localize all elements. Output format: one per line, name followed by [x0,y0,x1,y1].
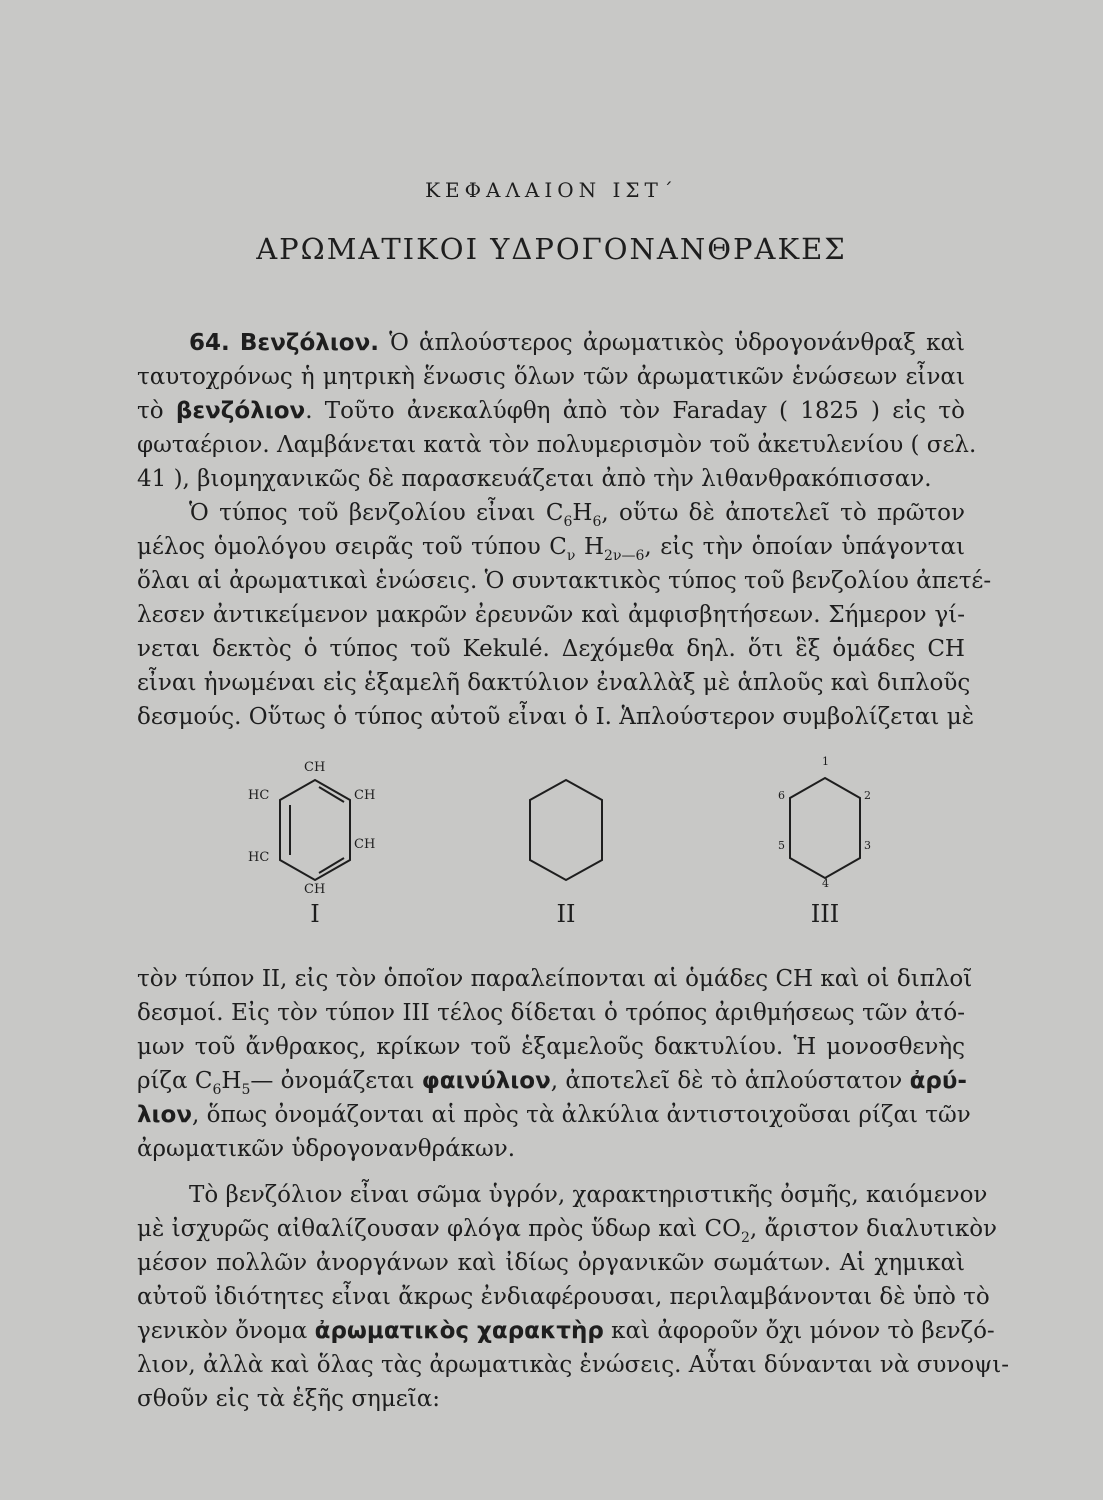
text-line: λιον, ἀλλὰ καὶ ὅλας τὰς ἀρωματικὰς ἑνώσεις. Αὗται δύνανται νὰ συνοψι- [137,1352,1010,1378]
term-aryl: ἀρύ- [909,1068,967,1094]
text-line: 64. Βενζόλιον. Ὁ ἁπλούστερος ἀρωματικὸς ὑδρογονάνθραξ καὶ [189,330,965,356]
term-aryl-end: λιον [137,1102,192,1128]
text-line: μὲ ἰσχυρῶς αἰθαλίζουσαν φλόγα πρὸς ὕδωρ καὶ $CO_2$, ἄριστον διαλυτικὸν [137,1216,998,1246]
text-block-intro [137,326,992,734]
benzene-formula-figures [200,745,920,935]
term-benzene: βενζόλιον [175,398,306,424]
text-line: εἶναι ἡνωμέναι εἰς ἑξαμελῆ δακτύλιον ἐναλλὰξ μὲ ἁπλοῦς καὶ διπλοῦς [137,670,971,696]
text-line: Τὸ βενζόλιον εἶναι σῶμα ὑγρόν, χαρακτηριστικῆς ὀσμῆς, καιόμενον [189,1182,988,1208]
text-line: τὸ βενζόλιον. Τοῦτο ἀνεκαλύφθη ἀπὸ τὸν Faraday ( 1825 ) εἰς τὸ [137,398,965,424]
text-line: νεται δεκτὸς ὁ τύπος τοῦ Kekulé. Δεχόμεθα δηλ. ὅτι ἓξ ὁμάδες CH [137,636,965,662]
text-line: λιον, ὅπως ὀνομάζονται αἱ πρὸς τὰ ἀλκύλια ἀντιστοιχοῦσαι ρίζαι τῶν [137,1102,971,1128]
figure-iii-number-4: 4 [822,877,829,890]
figure-i-label-upper-left: HC [248,788,270,803]
text-line: 41 ), βιομηχανικῶς δὲ παρασκευάζεται ἀπὸ τὴν λιθανθρακόπισσαν. [137,466,932,492]
text-line: μέσον πολλῶν ἀνοργάνων καὶ ἰδίως ὀργανικῶν σωμάτων. Αἱ χημικαὶ [137,1250,965,1276]
text-line: μέλος ὁμολόγου σειρᾶς τοῦ τύπου $C_\nu$ $H_{2\nu—6}$, εἰς τὴν ὁποίαν ὑπάγονται [137,534,965,564]
chapter-label: ΚΕΦΑΛΑΙΟΝ ΙΣΤ΄ [425,178,678,202]
figure-i-label-lower-right: CH [354,837,376,852]
figure-iii-number-5: 5 [778,839,785,852]
figure-i-label-top: CH [304,760,326,775]
term-phenyl: φαινύλιον [421,1068,551,1094]
figure-i-label-upper-right: CH [354,788,376,803]
figure-iii-caption: III [810,900,840,928]
text-block-continuation [137,962,1010,1416]
text-line: λεσεν ἀντικείμενον μακρῶν ἐρευνῶν καὶ ἀμφισβητήσεων. Σήμερον γί- [137,602,965,628]
text-line: τὸν τύπον II, εἰς τὸν ὁποῖον παραλείπονται αἱ ὁμάδες CH καὶ οἱ διπλοῖ [137,966,973,992]
figure-ii-hexagon [530,780,602,880]
figure-iii-hexagon [790,778,860,878]
text-line: σθοῦν εἰς τὰ ἑξῆς σημεῖα: [137,1386,440,1412]
chapter-title: ΑΡΩΜΑΤΙΚΟΙ ΥΔΡΟΓΟΝΑΝΘΡΑΚΕΣ [256,232,847,266]
text-line: ὅλαι αἱ ἀρωματικαὶ ἑνώσεις. Ὁ συντακτικὸς τύπος τοῦ βενζολίου ἀπετέ- [137,568,992,594]
text-line: δεσμοί. Εἰς τὸν τύπον III τέλος δίδεται ὁ τρόπος ἀριθμήσεως τῶν ἀτό- [137,1000,965,1026]
figure-iii-number-6: 6 [778,789,785,802]
text-line: γενικὸν ὄνομα ἀρωματικὸς χαρακτὴρ καὶ ἀφοροῦν ὄχι μόνον τὸ βενζό- [137,1318,995,1344]
figure-i-label-lower-left: HC [248,850,270,865]
section-number: 64. [189,330,230,356]
text-line: φωταέριον. Λαμβάνεται κατὰ τὸν πολυμερισμὸν τοῦ ἀκετυλενίου ( σελ. [137,432,977,458]
text-line: δεσμούς. Οὕτως ὁ τύπος αὐτοῦ εἶναι ὁ I. Ἁπλούστερον συμβολίζεται μὲ [137,704,975,730]
figure-iii-number-3: 3 [864,839,871,852]
figure-i-label-bottom: CH [304,882,326,897]
text-line: Ὁ τύπος τοῦ βενζολίου εἶναι $C_6H_6$, οὕτω δὲ ἀποτελεῖ τὸ πρῶτον [189,500,966,530]
text-line: ἀρωματικῶν ὑδρογονανθράκων. [137,1136,516,1162]
text-line: ταυτοχρόνως ἡ μητρικὴ ἕνωσις ὅλων τῶν ἀρωματικῶν ἑνώσεων εἶναι [137,364,965,390]
figure-ii-caption: II [556,900,576,928]
term-aromatic-character: ἀρωματικὸς χαρακτὴρ [314,1318,604,1344]
section-heading: Βενζόλιον. [239,330,380,356]
text-line: ρίζα $C_6H_5—$ ὀνομάζεται φαινύλιον, ἀποτελεῖ δὲ τὸ ἁπλούστατον ἀρύ- [137,1068,967,1098]
figure-i-caption: I [310,900,320,928]
text-line: μων τοῦ ἄνθρακος, κρίκων τοῦ ἑξαμελοῦς δακτυλίου. Ἡ μονοσθενὴς [137,1034,965,1060]
figure-iii-number-2: 2 [864,789,871,802]
figure-iii-number-1: 1 [822,755,829,768]
figure-i-kekule-structure [280,780,350,880]
text-line: αὐτοῦ ἰδιότητες εἶναι ἄκρως ἐνδιαφέρουσαι, περιλαμβάνονται δὲ ὑπὸ τὸ [137,1284,990,1310]
